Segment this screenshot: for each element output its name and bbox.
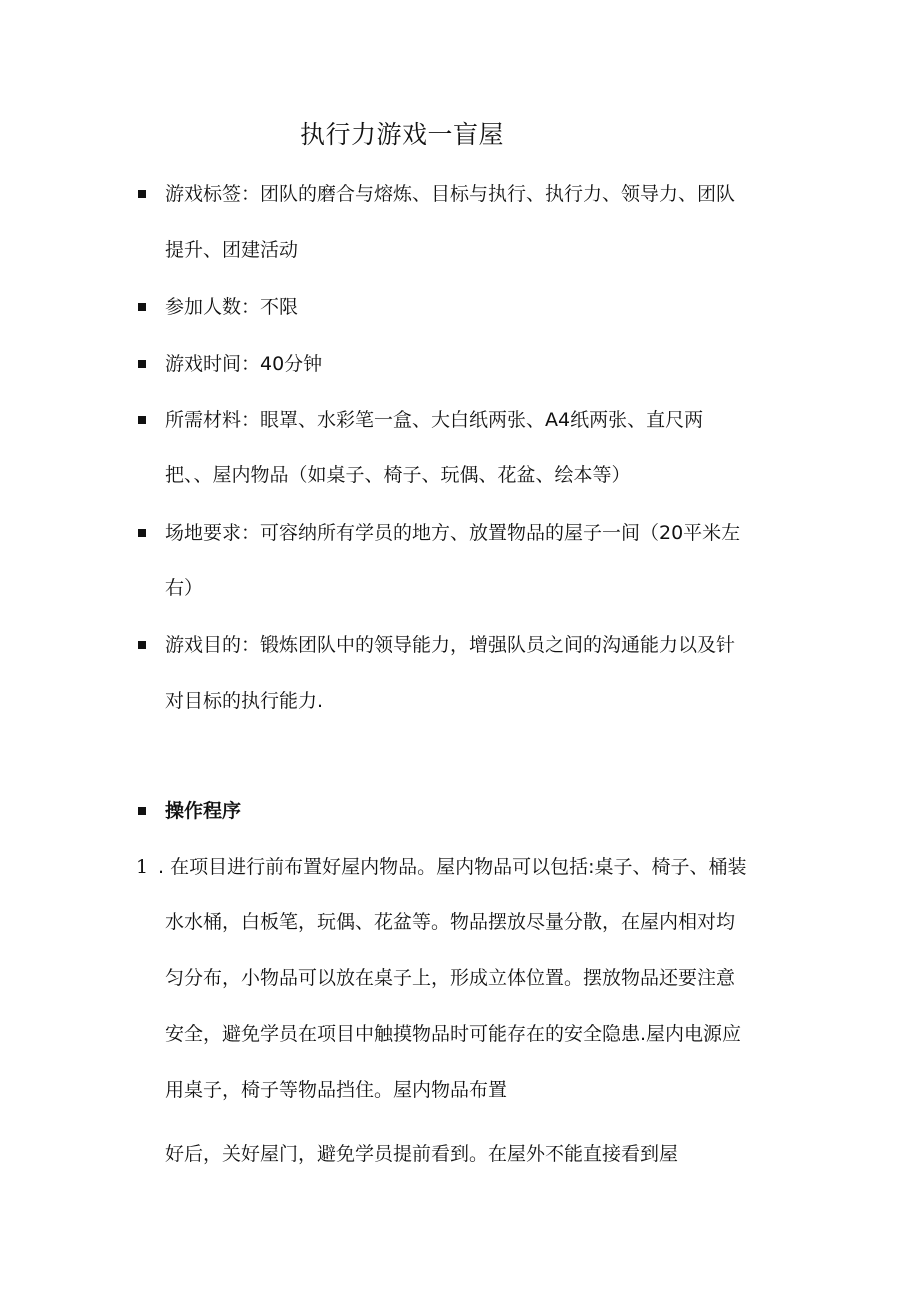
step-line-3: 匀分布，小物品可以放在桌子上，形成立体位置。摆放物品还要注意 (165, 967, 736, 989)
bullet-marker (138, 303, 146, 311)
item-materials-line-1: 所需材料：眼罩、水彩笔一盒、大白纸两张、A4纸两张、直尺两 (165, 409, 704, 431)
item-tags-line-1: 游戏标签：团队的磨合与熔炼、目标与执行、执行力、领导力、团队 (165, 183, 736, 205)
step-line-6: 好后，关好屋门，避免学员提前看到。在屋外不能直接看到屋 (165, 1143, 679, 1165)
item-tags-line-2: 提升、团建活动 (165, 239, 299, 261)
item-purpose-line-1: 游戏目的：锻炼团队中的领导能力，增强队员之间的沟通能力以及针 (165, 634, 736, 656)
section-heading: 操作程序 (165, 800, 242, 822)
bullet-marker (138, 416, 146, 424)
bullet-marker (138, 360, 146, 368)
bullet-marker (138, 190, 146, 198)
step-line-4: 安全，避免学员在项目中触摸物品时可能存在的安全隐患.屋内电源应 (165, 1023, 742, 1045)
step-line-2: 水水桶，白板笔，玩偶、花盆等。物品摆放尽量分散，在屋内相对均 (165, 911, 736, 933)
bullet-marker (138, 807, 146, 815)
item-venue-line-1: 场地要求：可容纳所有学员的地方、放置物品的屋子一间（20平米左 (165, 522, 741, 544)
bullet-marker (138, 529, 146, 537)
item-venue-line-2: 右） (165, 577, 204, 599)
step-line-5: 用桌子，椅子等物品挡住。屋内物品布置 (165, 1079, 508, 1101)
item-purpose-line-2: 对目标的执行能力. (165, 690, 324, 712)
doc-title: 执行力游戏一盲屋 (300, 120, 505, 149)
item-materials-line-2: 把、、屋内物品（如桌子、椅子、玩偶、花盆、绘本等） (165, 464, 631, 486)
item-participants: 参加人数：不限 (165, 296, 299, 318)
item-duration: 游戏时间：40分钟 (165, 353, 323, 375)
step-number: 1 (136, 856, 149, 878)
step-line-1: . 在项目进行前布置好屋内物品。屋内物品可以包括:桌子、椅子、桶装 (158, 856, 747, 878)
bullet-marker (138, 641, 146, 649)
